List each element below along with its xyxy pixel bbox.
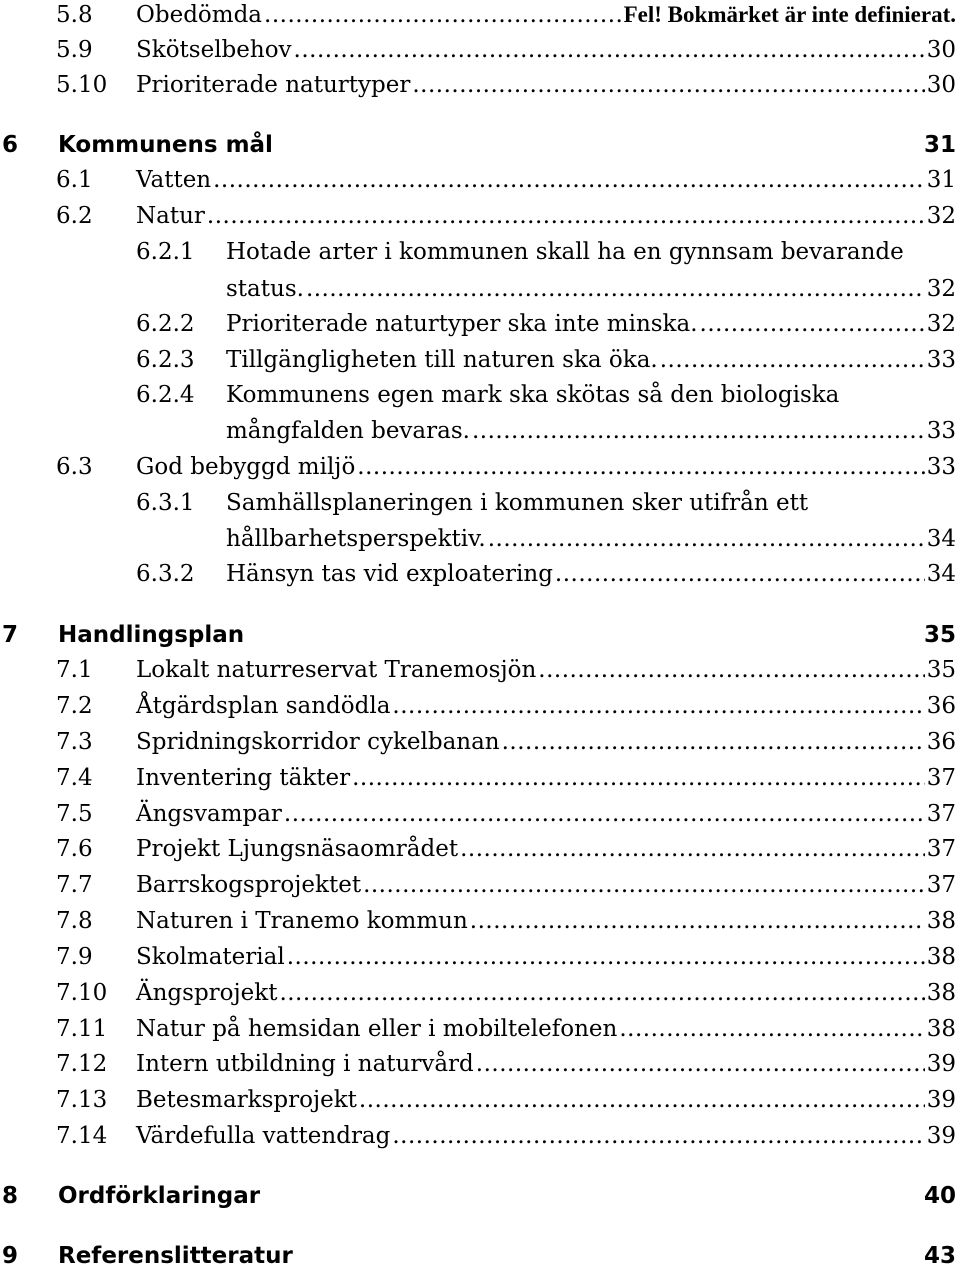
- dot-leader: [472, 413, 925, 449]
- entry-title: Samhällsplaneringen i kommunen sker utifrån ett: [226, 490, 809, 516]
- page-number: 35: [923, 622, 956, 648]
- chapter-title: Referenslitteratur: [58, 1243, 293, 1269]
- page-number: 31: [923, 132, 956, 158]
- entry-number: 6.3: [56, 454, 93, 480]
- page-number: 40: [923, 1183, 956, 1209]
- page-number: 38: [926, 1016, 956, 1042]
- chapter-title: Handlingsplan: [58, 622, 245, 648]
- entry-number: 7.4: [56, 765, 93, 791]
- toc-entry-line2[interactable]: [226, 271, 956, 307]
- chapter-title: Kommunens mål: [58, 132, 273, 158]
- toc-entry[interactable]: [56, 449, 956, 485]
- toc-entry[interactable]: [56, 688, 956, 724]
- entry-number: 6.2: [56, 203, 93, 229]
- page-number: 38: [926, 944, 956, 970]
- dot-leader: [357, 449, 924, 485]
- dot-leader: [287, 939, 925, 975]
- entry-number: 7.6: [56, 836, 93, 862]
- entry-number: 6.2.2: [136, 311, 195, 337]
- dot-leader: [538, 652, 924, 688]
- entry-title: Värdefulla vattendrag: [136, 1123, 391, 1149]
- page-number: 32: [926, 276, 956, 302]
- toc-entry[interactable]: [136, 342, 956, 378]
- dot-leader: [213, 162, 925, 198]
- chapter-number: 8: [2, 1183, 19, 1209]
- dot-leader: [619, 1011, 924, 1047]
- page-number: 39: [926, 1051, 956, 1077]
- dot-leader: [352, 760, 925, 796]
- toc-entry[interactable]: [56, 831, 956, 867]
- dot-leader: [660, 342, 925, 378]
- toc-entry[interactable]: [56, 1046, 956, 1082]
- entry-number: 6.2.4: [136, 382, 195, 408]
- entry-number: 7.3: [56, 729, 93, 755]
- toc-entry[interactable]: [56, 198, 956, 234]
- entry-number: 7.12: [56, 1051, 108, 1077]
- dot-leader: [700, 306, 925, 342]
- toc-entry-line2[interactable]: [226, 413, 956, 449]
- toc-entry-line1[interactable]: [136, 234, 904, 270]
- toc-entry[interactable]: [56, 67, 956, 103]
- toc-entry[interactable]: [56, 652, 956, 688]
- chapter-title: Ordförklaringar: [58, 1183, 261, 1209]
- dot-leader: [294, 32, 925, 68]
- bookmark-error: Fel! Bokmärket är inte definierat.: [623, 2, 956, 27]
- page-number: 34: [926, 526, 956, 552]
- entry-title: Vatten: [136, 167, 212, 193]
- entry-title: Prioriterade naturtyper ska inte minska.: [226, 311, 698, 337]
- toc-entry[interactable]: [56, 760, 956, 796]
- dot-leader: [284, 796, 925, 832]
- page-number: 31: [926, 167, 956, 193]
- toc-entry[interactable]: [56, 796, 956, 832]
- dot-leader: [392, 688, 924, 724]
- dot-leader: [306, 271, 925, 307]
- page-number: 32: [926, 311, 956, 337]
- entry-title: Lokalt naturreservat Tranemosjön: [136, 657, 537, 683]
- entry-title-continued: mångfalden bevaras.: [226, 418, 470, 444]
- dot-leader: [488, 521, 925, 557]
- entry-title: Projekt Ljungsnäsaområdet: [136, 836, 459, 862]
- entry-title: Naturen i Tranemo kommun: [136, 908, 468, 934]
- toc-entry[interactable]: [136, 306, 956, 342]
- entry-title: Natur: [136, 203, 205, 229]
- entry-title: God bebyggd miljö: [136, 454, 356, 480]
- entry-number: 7.5: [56, 801, 93, 827]
- dot-leader: [359, 1082, 925, 1118]
- dot-leader: [412, 67, 924, 103]
- page-number: 37: [926, 801, 956, 827]
- entry-number: 7.1: [56, 657, 93, 683]
- page-number: 33: [926, 418, 956, 444]
- toc-entry-line2[interactable]: [226, 521, 956, 557]
- toc-entry[interactable]: [56, 1011, 956, 1047]
- page-number: 33: [926, 454, 956, 480]
- page-number: 39: [926, 1087, 956, 1113]
- dot-leader: [279, 975, 924, 1011]
- toc-chapter[interactable]: [0, 1178, 956, 1214]
- page-number: 33: [926, 347, 956, 373]
- entry-number: 6.3.2: [136, 561, 195, 587]
- toc-entry[interactable]: [56, 939, 956, 975]
- toc-entry[interactable]: [56, 903, 956, 939]
- dot-leader: [460, 831, 925, 867]
- dot-leader: [363, 867, 925, 903]
- toc-entry[interactable]: [56, 867, 956, 903]
- entry-title: Barrskogsprojektet: [136, 872, 362, 898]
- page-number: 34: [926, 561, 956, 587]
- entry-title-continued: hållbarhetsperspektiv.: [226, 526, 486, 552]
- toc-chapter[interactable]: [0, 617, 956, 653]
- entry-number: 6.2.1: [136, 239, 195, 265]
- entry-number: 7.13: [56, 1087, 108, 1113]
- toc-entry[interactable]: [136, 556, 956, 592]
- entry-title: Betesmarksprojekt: [136, 1087, 357, 1113]
- entry-title: Hänsyn tas vid exploatering: [226, 561, 553, 587]
- chapter-number: 6: [2, 132, 19, 158]
- page-number: 30: [926, 72, 956, 98]
- entry-number: 6.2.3: [136, 347, 195, 373]
- entry-title: Intern utbildning i naturvård: [136, 1051, 474, 1077]
- entry-title: Spridningskorridor cykelbanan: [136, 729, 500, 755]
- entry-number: 6.3.1: [136, 490, 195, 516]
- page-number: 30: [926, 37, 956, 63]
- entry-number: 5.8: [56, 2, 93, 28]
- dot-leader: [555, 556, 925, 592]
- dot-leader: [476, 1046, 925, 1082]
- entry-title: Ängsprojekt: [136, 980, 278, 1006]
- entry-number: 7.8: [56, 908, 93, 934]
- entry-title: Åtgärdsplan sandödla: [136, 693, 391, 719]
- dot-leader: [470, 903, 925, 939]
- entry-number: 7.2: [56, 693, 93, 719]
- toc-entry-line1[interactable]: [136, 485, 808, 521]
- toc-chapter[interactable]: [0, 127, 956, 163]
- toc-entry[interactable]: [56, 32, 956, 68]
- entry-title: Natur på hemsidan eller i mobiltelefonen: [136, 1016, 618, 1042]
- entry-title: Skolmaterial: [136, 944, 285, 970]
- entry-number: 5.10: [56, 72, 108, 98]
- entry-number: 7.14: [56, 1123, 108, 1149]
- entry-title: Tillgängligheten till naturen ska öka.: [226, 347, 658, 373]
- page-number: 43: [923, 1243, 956, 1269]
- toc-entry-line1[interactable]: [136, 377, 839, 413]
- entry-title: Ängsvampar: [136, 801, 282, 827]
- toc-chapter[interactable]: [0, 1238, 956, 1274]
- entry-title: Skötselbehov: [136, 37, 292, 63]
- toc-entry[interactable]: [56, 975, 956, 1011]
- toc-entry[interactable]: [56, 162, 956, 198]
- entry-title: Prioriterade naturtyper: [136, 72, 411, 98]
- entry-title: Inventering täkter: [136, 765, 351, 791]
- toc-entry[interactable]: [56, 1118, 956, 1154]
- page-number: 38: [926, 908, 956, 934]
- toc-entry[interactable]: [56, 0, 956, 33]
- chapter-number: 7: [2, 622, 19, 648]
- entry-title: Kommunens egen mark ska skötas så den biologiska: [226, 382, 840, 408]
- page-number: 39: [926, 1123, 956, 1149]
- toc-entry[interactable]: [56, 1082, 956, 1118]
- page-number: 35: [926, 657, 956, 683]
- page-number: 36: [926, 693, 956, 719]
- dot-leader: [502, 724, 925, 760]
- page-number: 37: [926, 836, 956, 862]
- entry-number: 6.1: [56, 167, 93, 193]
- page-number: 32: [926, 203, 956, 229]
- page-number: 37: [926, 765, 956, 791]
- dot-leader: [392, 1118, 924, 1154]
- chapter-number: 9: [2, 1243, 19, 1269]
- page-number: 38: [926, 980, 956, 1006]
- page-number: 37: [926, 872, 956, 898]
- entry-title: Obedömda: [136, 2, 263, 28]
- dot-leader: [264, 0, 622, 33]
- entry-number: 7.7: [56, 872, 93, 898]
- entry-title: Hotade arter i kommunen skall ha en gynnsam bevarande: [226, 239, 904, 265]
- entry-number: 7.11: [56, 1016, 108, 1042]
- page-number: 36: [926, 729, 956, 755]
- entry-number: 7.10: [56, 980, 108, 1006]
- dot-leader: [207, 198, 925, 234]
- entry-title-continued: status.: [226, 276, 304, 302]
- entry-number: 5.9: [56, 37, 93, 63]
- entry-number: 7.9: [56, 944, 93, 970]
- toc-entry[interactable]: [56, 724, 956, 760]
